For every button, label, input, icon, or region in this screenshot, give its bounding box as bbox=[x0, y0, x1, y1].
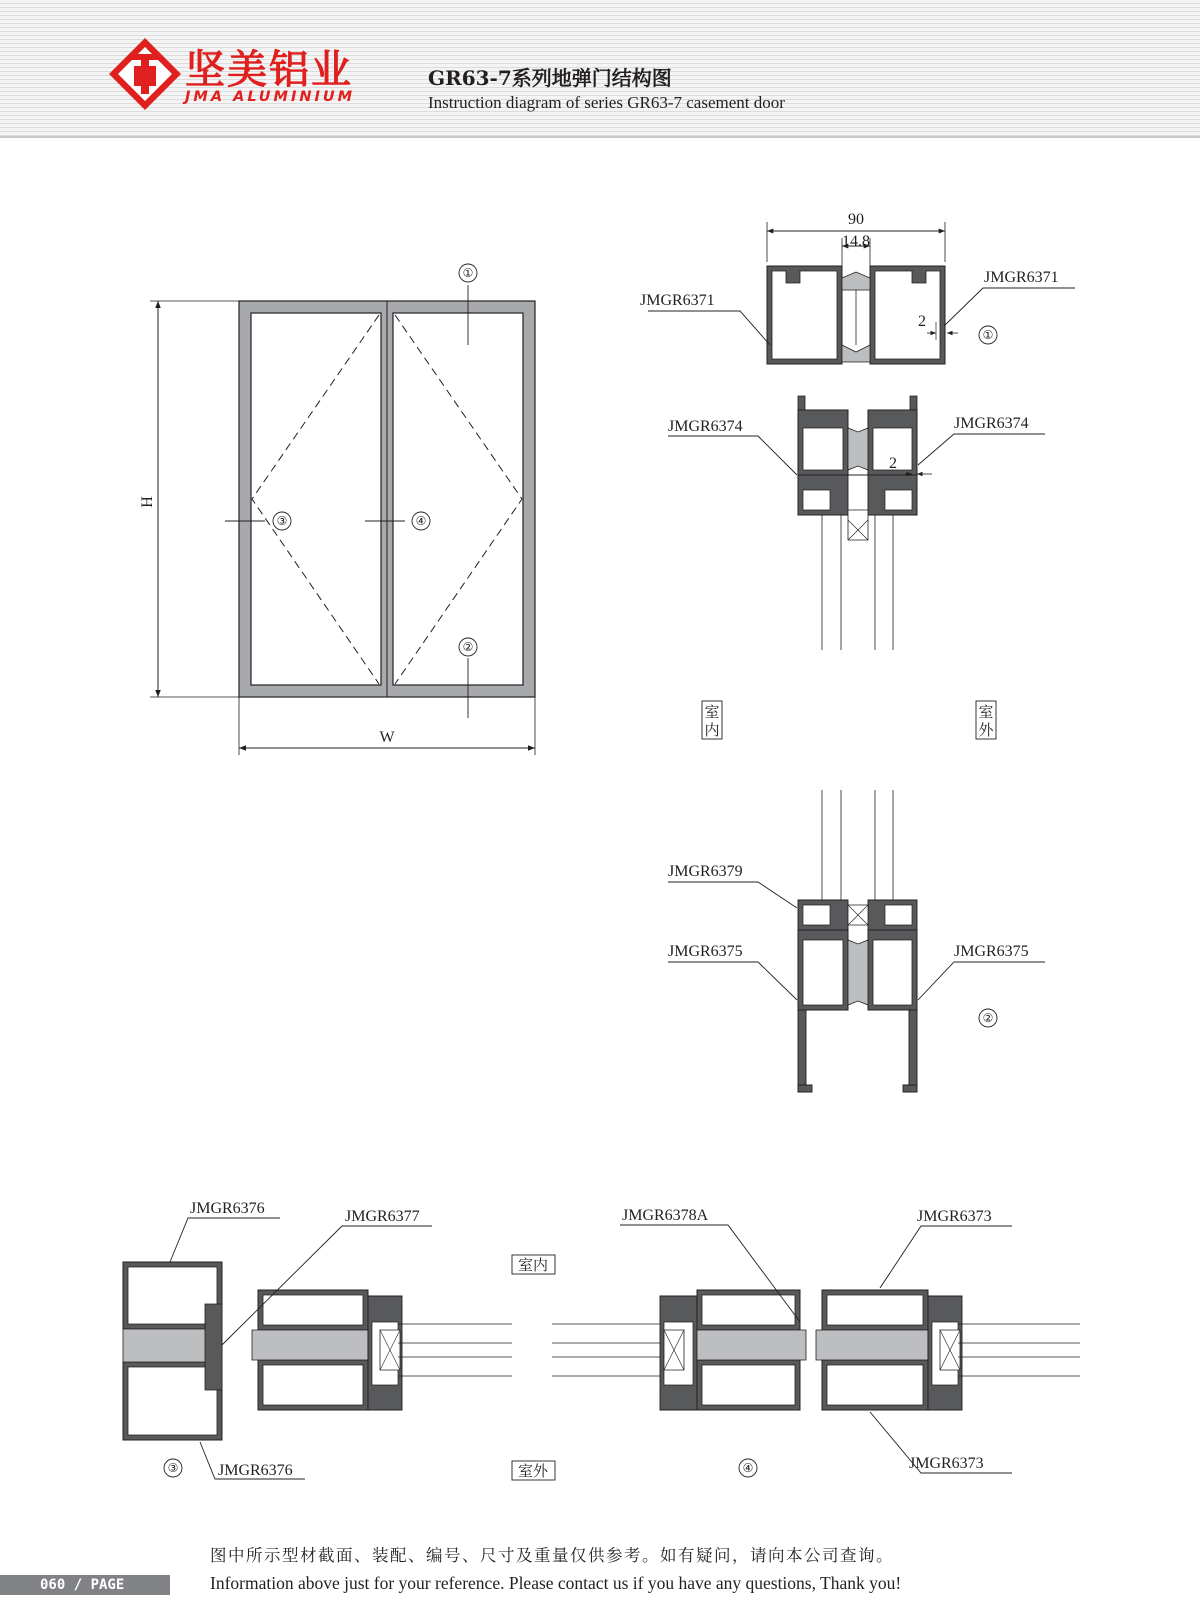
right-leaf-glass bbox=[393, 313, 523, 685]
indoor-label: 室内 bbox=[517, 1256, 549, 1274]
profile-label: JMGR6378A bbox=[622, 1207, 709, 1224]
profile-label: JMGR6376 bbox=[218, 1462, 293, 1479]
profile-label: JMGR6375 bbox=[954, 943, 1029, 960]
profile-label: JMGR6374 bbox=[668, 418, 743, 435]
section-sash bbox=[668, 396, 1045, 739]
profile-label: JMGR6379 bbox=[668, 863, 743, 880]
outdoor-label: 室 bbox=[978, 703, 994, 721]
profile-label: JMGR6377 bbox=[345, 1208, 420, 1225]
callout-4: ④ bbox=[415, 514, 427, 528]
section-marker-1: ① bbox=[982, 328, 994, 342]
page-title-en: Instruction diagram of series GR63-7 casement door bbox=[428, 93, 785, 112]
brand-name-en: JMA ALUMINIUM bbox=[185, 89, 356, 105]
profile-label: JMGR6371 bbox=[984, 269, 1059, 286]
profile-label: JMGR6373 bbox=[917, 1208, 992, 1225]
section-4-meeting bbox=[552, 1225, 1080, 1477]
footer-note-cn: 图中所示型材截面、装配、编号、尺寸及重量仅供参考。如有疑问，请向本公司查询。 bbox=[210, 1546, 894, 1565]
profile-label: JMGR6376 bbox=[190, 1200, 265, 1217]
section-3-side bbox=[123, 1218, 555, 1480]
width-dim-label: W bbox=[379, 729, 395, 746]
section-marker-3: ③ bbox=[167, 1461, 179, 1475]
profile-label: JMGR6375 bbox=[668, 943, 743, 960]
section-marker-2: ② bbox=[982, 1011, 994, 1025]
callout-3: ③ bbox=[276, 514, 288, 528]
profile-label: JMGR6371 bbox=[640, 292, 715, 309]
dim-total-90: 90 bbox=[848, 211, 864, 228]
door-elevation bbox=[150, 264, 535, 755]
callout-1: ① bbox=[462, 266, 474, 280]
indoor-label: 室 bbox=[704, 703, 720, 721]
dim-gap-14-8: 14.8 bbox=[842, 233, 870, 250]
page-title-cn: GR63-7系列地弹门结构图 bbox=[428, 66, 672, 90]
section-2-bottom bbox=[668, 790, 1045, 1092]
profile-label: JMGR6373 bbox=[909, 1455, 984, 1472]
height-dim-label: H bbox=[139, 496, 156, 508]
dim-wall-2: 2 bbox=[889, 455, 897, 472]
left-leaf-glass bbox=[251, 313, 381, 685]
brand-name-cn: 坚美铝业 bbox=[185, 47, 353, 93]
outdoor-label: 室外 bbox=[517, 1462, 549, 1480]
profile-label: JMGR6374 bbox=[954, 415, 1029, 432]
page-number: 060 / PAGE bbox=[0, 1575, 170, 1595]
brand-logo bbox=[109, 38, 181, 110]
indoor-label: 内 bbox=[704, 721, 720, 739]
dim-wall-2: 2 bbox=[918, 313, 926, 330]
callout-2: ② bbox=[462, 640, 474, 654]
outdoor-label: 外 bbox=[978, 721, 994, 739]
footer-note-en: Information above just for your reference. Please contact us if you have any questions, Thank you! bbox=[210, 1573, 902, 1593]
section-marker-4: ④ bbox=[742, 1461, 754, 1475]
